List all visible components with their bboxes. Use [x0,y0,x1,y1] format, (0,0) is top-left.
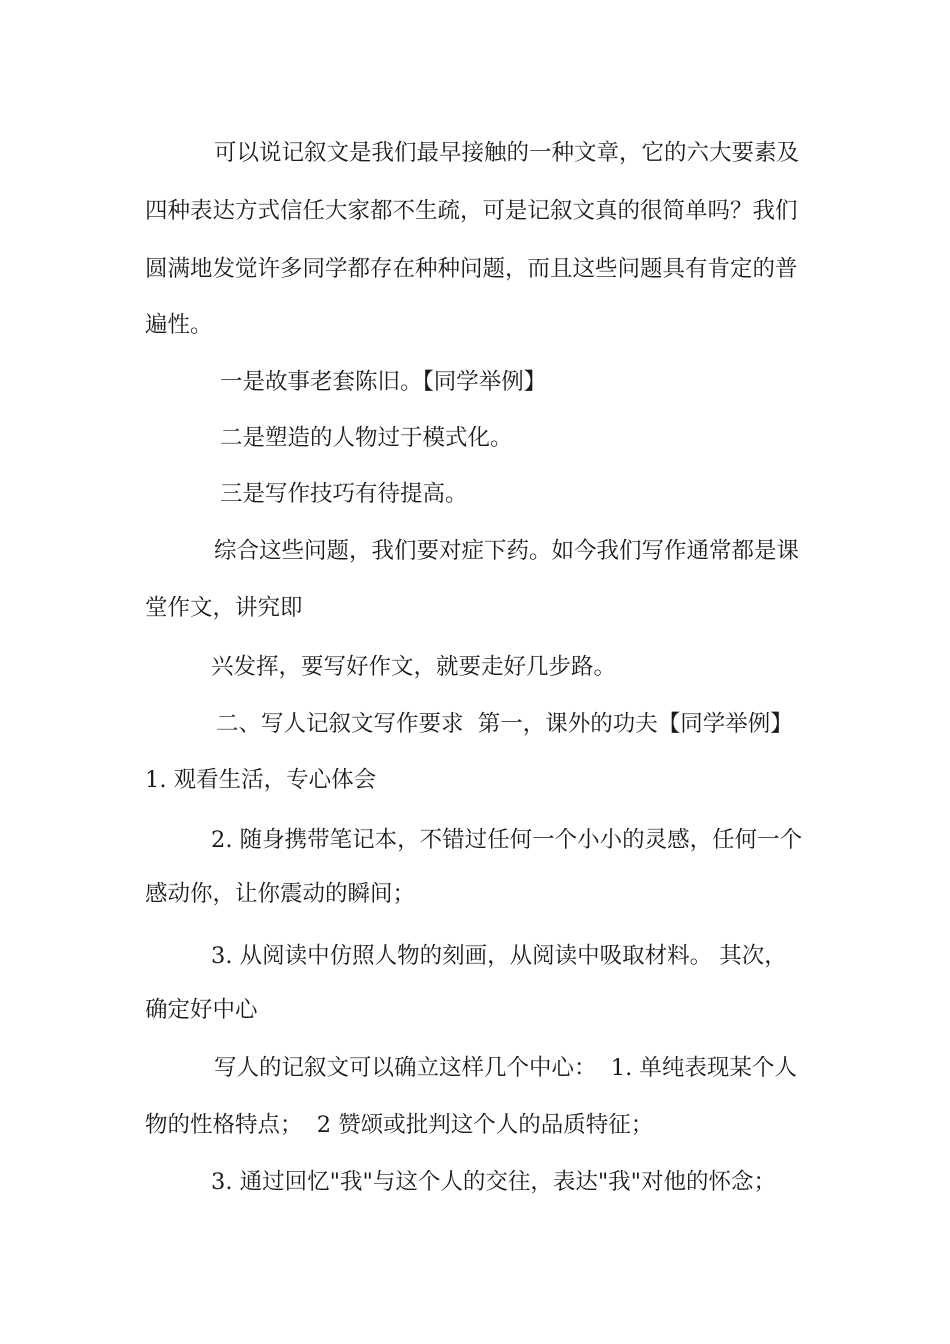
text-line: 圆满地发觉许多同学都存在种种问题，而且这些问题具有肯定的普 [145,256,798,282]
text-line: 3. 通过回忆"我"与这个人的交往，表达"我"对他的怀念； [211,1169,777,1195]
text-line: 写人的记叙文可以确立这样几个中心： 1. 单纯表现某个人 [214,1055,797,1081]
text-line: 3. 从阅读中仿照人物的刻画，从阅读中吸取材料。 其次， [211,943,787,969]
text-line: 遍性。 [145,312,213,338]
text-line: 兴发挥，要写好作文，就要走好几步路。 [211,654,617,680]
text-line: 四种表达方式信任大家都不生疏，可是记叙文真的很简单吗？我们 [145,198,798,224]
text-line: 堂作文，讲究即 [145,595,303,621]
text-line: 综合这些问题，我们要对症下药。如今我们写作通常都是课 [214,538,800,564]
section-heading-line: 二、写人记叙文写作要求 第一，课外的功夫【同学举例】 [216,711,793,737]
text-line: 可以说记叙文是我们最早接触的一种文章，它的六大要素及 [214,140,800,166]
text-line: 感动你，让你震动的瞬间； [145,881,416,907]
text-line: 三是写作技巧有待提高。 [220,481,468,507]
text-line: 2. 随身携带笔记本，不错过任何一个小小的灵感，任何一个 [211,827,803,853]
text-line: 一是故事老套陈旧。【同学举例】 [220,369,547,395]
text-line: 1. 观看生活，专心体会 [145,767,377,793]
text-line: 物的性格特点； 2 赞颂或批判这个人的品质特征； [145,1112,654,1138]
text-line: 确定好中心 [145,997,258,1023]
text-line: 二是塑造的人物过于模式化。 [220,425,513,451]
